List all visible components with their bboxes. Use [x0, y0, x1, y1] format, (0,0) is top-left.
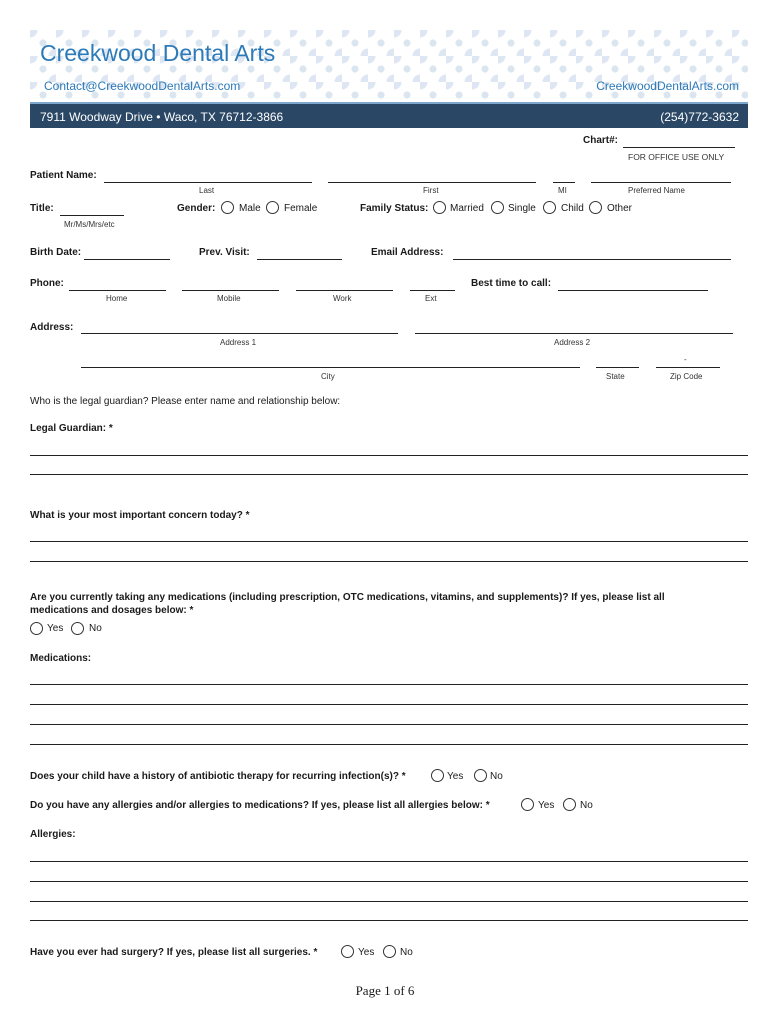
address1-caption: Address 1	[220, 338, 257, 347]
gender-female-label: Female	[284, 203, 318, 214]
home-caption: Home	[106, 294, 128, 303]
medications-no-radio[interactable]	[71, 622, 84, 635]
title-label: Title:	[30, 203, 54, 214]
surgery-question: Have you ever had surgery? If yes, please list all surgeries. *	[30, 947, 318, 958]
antibiotic-no-label: No	[490, 771, 503, 782]
concern-label: What is your most important concern today? *	[30, 510, 250, 521]
concern-line-2[interactable]	[30, 561, 748, 562]
medications-yes-label: Yes	[47, 623, 64, 634]
allergies-no-label: No	[580, 800, 593, 811]
family-married-radio[interactable]	[433, 201, 446, 214]
surgery-yes-label: Yes	[358, 947, 375, 958]
page-number: Page 1 of 6	[355, 983, 415, 998]
medications-line-3[interactable]	[30, 724, 748, 725]
surgery-no-label: No	[400, 947, 413, 958]
state-field[interactable]	[596, 367, 639, 368]
guardian-line-2[interactable]	[30, 474, 748, 475]
allergies-line-4[interactable]	[30, 920, 748, 921]
family-other-radio[interactable]	[589, 201, 602, 214]
practice-address: 7911 Woodway Drive • Waco, TX 76712-3866	[40, 110, 284, 124]
family-other-label: Other	[607, 203, 633, 214]
prev-visit-field[interactable]	[257, 259, 342, 260]
medications-line-1[interactable]	[30, 684, 748, 685]
medications-question-line2: medications and dosages below: *	[30, 605, 194, 616]
state-caption: State	[606, 372, 625, 381]
first-caption: First	[423, 186, 439, 195]
family-single-radio[interactable]	[491, 201, 504, 214]
antibiotic-no-radio[interactable]	[474, 769, 487, 782]
last-name-field[interactable]	[104, 182, 312, 183]
antibiotic-question: Does your child have a history of antibiotic therapy for recurring infection(s)? *	[30, 771, 406, 782]
family-single-label: Single	[508, 203, 536, 214]
address2-field[interactable]	[415, 333, 733, 334]
ext-caption: Ext	[425, 294, 437, 303]
prev-visit-label: Prev. Visit:	[199, 247, 250, 258]
title-field[interactable]	[60, 215, 124, 216]
address2-caption: Address 2	[554, 338, 591, 347]
mi-field[interactable]	[553, 182, 575, 183]
first-name-field[interactable]	[328, 182, 536, 183]
email-field[interactable]	[453, 259, 731, 260]
address-label: Address:	[30, 322, 74, 333]
antibiotic-yes-radio[interactable]	[431, 769, 444, 782]
best-time-field[interactable]	[558, 290, 708, 291]
mobile-phone-field[interactable]	[182, 290, 279, 291]
home-phone-field[interactable]	[69, 290, 166, 291]
patient-name-label: Patient Name:	[30, 170, 97, 181]
birth-date-field[interactable]	[84, 259, 170, 260]
title-hint: Mr/Ms/Mrs/etc	[64, 220, 115, 229]
guardian-label: Legal Guardian: *	[30, 423, 113, 434]
city-caption: City	[321, 372, 335, 381]
mobile-caption: Mobile	[217, 294, 241, 303]
allergies-line-1[interactable]	[30, 861, 748, 862]
allergies-line-2[interactable]	[30, 881, 748, 882]
ext-field[interactable]	[410, 290, 455, 291]
guardian-prompt: Who is the legal guardian? Please enter name and relationship below:	[30, 396, 341, 407]
medications-question-line1: Are you currently taking any medications (including prescription, OTC medications, vitamins, and supplements)? If yes, please list all	[30, 592, 665, 603]
medications-line-2[interactable]	[30, 704, 748, 705]
medications-label: Medications:	[30, 653, 92, 664]
allergies-yes-radio[interactable]	[521, 798, 534, 811]
medications-yes-radio[interactable]	[30, 622, 43, 635]
zip-dash: -	[684, 355, 687, 364]
chart-label: Chart#:	[583, 135, 619, 146]
preferred-name-field[interactable]	[591, 182, 731, 183]
city-field[interactable]	[81, 367, 580, 368]
last-caption: Last	[199, 186, 215, 195]
family-status-label: Family Status:	[360, 203, 429, 214]
office-use-note: FOR OFFICE USE ONLY	[628, 152, 725, 162]
chart-field[interactable]	[623, 147, 735, 148]
medications-line-4[interactable]	[30, 744, 748, 745]
address1-field[interactable]	[81, 333, 398, 334]
allergies-line-3[interactable]	[30, 901, 748, 902]
gender-male-label: Male	[239, 203, 261, 214]
concern-line-1[interactable]	[30, 541, 748, 542]
best-time-label: Best time to call:	[471, 278, 552, 289]
surgery-no-radio[interactable]	[383, 945, 396, 958]
birth-date-label: Birth Date:	[30, 247, 82, 258]
practice-phone: (254)772-3632	[660, 110, 739, 124]
email-label: Email Address:	[371, 247, 444, 258]
work-phone-field[interactable]	[296, 290, 393, 291]
allergies-no-radio[interactable]	[563, 798, 576, 811]
surgery-yes-radio[interactable]	[341, 945, 354, 958]
allergies-question: Do you have any allergies and/or allergies to medications? If yes, please list all allergies below: *	[30, 800, 490, 811]
family-child-label: Child	[561, 203, 584, 214]
antibiotic-yes-label: Yes	[447, 771, 464, 782]
gender-female-radio[interactable]	[266, 201, 279, 214]
preferred-caption: Preferred Name	[628, 186, 685, 195]
guardian-line-1[interactable]	[30, 455, 748, 456]
family-child-radio[interactable]	[543, 201, 556, 214]
medications-no-label: No	[89, 623, 102, 634]
gender-label: Gender:	[177, 203, 216, 214]
contact-email: Contact@CreekwoodDentalArts.com	[44, 79, 241, 93]
gender-male-radio[interactable]	[221, 201, 234, 214]
practice-name: Creekwood Dental Arts	[40, 40, 276, 66]
allergies-label: Allergies:	[30, 829, 76, 840]
mi-caption: MI	[558, 186, 567, 195]
work-caption: Work	[333, 294, 352, 303]
website: CreekwoodDentalArts.com	[596, 79, 739, 93]
allergies-yes-label: Yes	[538, 800, 555, 811]
family-married-label: Married	[450, 203, 484, 214]
zip-field[interactable]	[656, 367, 720, 368]
phone-label: Phone:	[30, 278, 64, 289]
zip-caption: Zip Code	[670, 372, 703, 381]
